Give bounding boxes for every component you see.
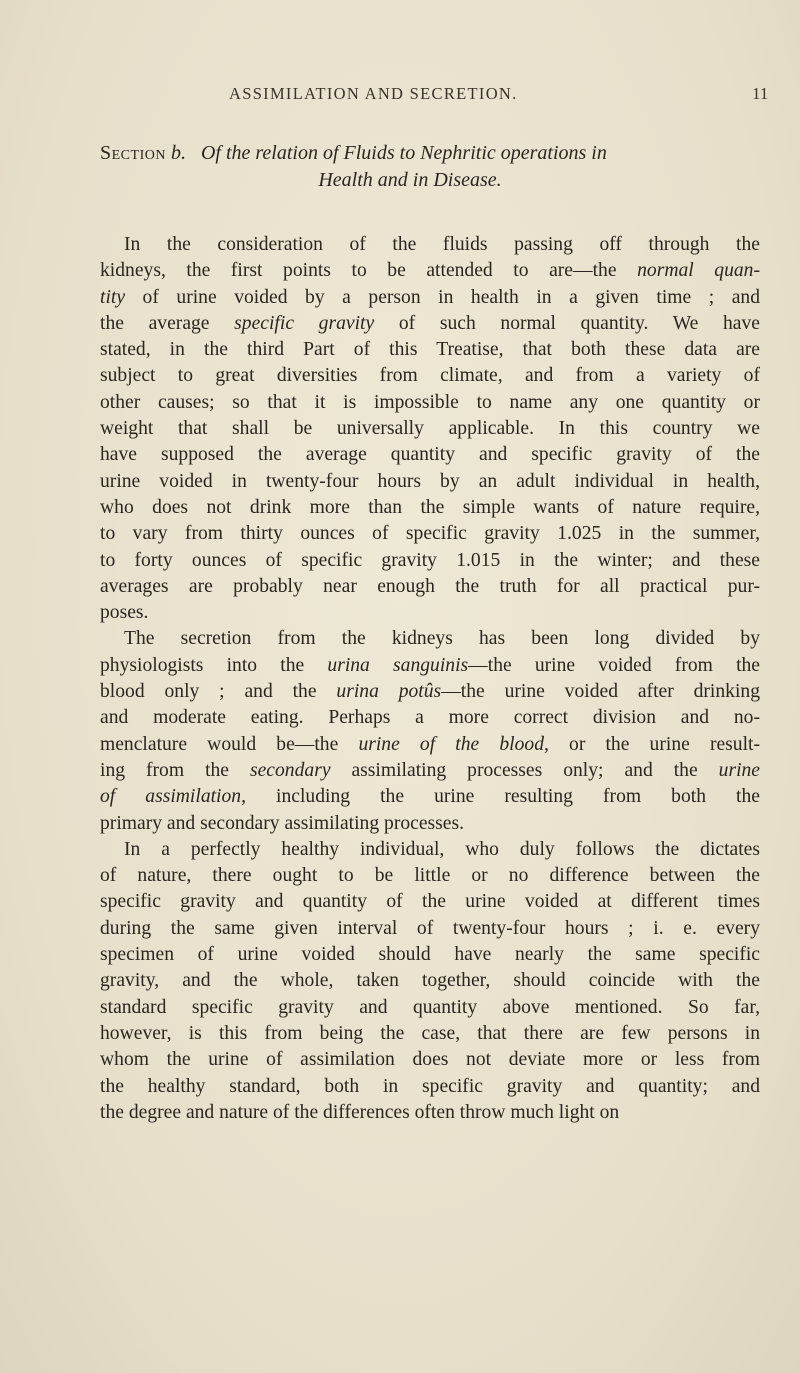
text-segment: blood only ; and the xyxy=(100,681,337,703)
text-line xyxy=(100,1100,760,1126)
running-head xyxy=(0,84,800,108)
section-title-line1: Of the relation of Fluids to Nephritic operations in xyxy=(200,142,607,164)
italic-text: urine of the blood, xyxy=(358,733,549,755)
text-line xyxy=(100,442,760,468)
text-segment: standard specific gravity and quantity above mentioned. So far, xyxy=(100,996,760,1018)
italic-text: secondary xyxy=(249,759,331,781)
text-line xyxy=(100,968,760,994)
text-line xyxy=(100,679,760,705)
text-line xyxy=(100,390,760,416)
text-segment: to forty ounces of specific gravity 1.015 in the winter; and these xyxy=(100,549,760,571)
text-segment: subject to great diversities from climate, and from a variety of xyxy=(100,365,760,387)
text-segment: have supposed the average quantity and specific gravity of the xyxy=(100,444,760,466)
paragraph xyxy=(100,232,760,626)
body-text xyxy=(100,232,760,1126)
text-line xyxy=(100,758,760,784)
text-line xyxy=(100,600,760,626)
text-segment: primary and secondary assimilating processes. xyxy=(100,812,465,834)
text-segment: of urine voided by a person in health in a given time ; and xyxy=(125,286,760,308)
text-segment: of such normal quantity. We have xyxy=(374,312,760,334)
text-segment: averages are probably near enough the truth for all practical pur- xyxy=(100,575,760,597)
text-segment: weight that shall be universally applicable. In this country we xyxy=(100,418,760,440)
text-line xyxy=(100,521,760,547)
text-line xyxy=(100,232,760,258)
text-segment: to vary from thirty ounces of specific gravity 1.025 in the summer, xyxy=(100,523,760,545)
text-segment: assimilating processes only; and the xyxy=(330,759,719,781)
text-segment: whom the urine of assimilation does not deviate more or less from xyxy=(100,1049,760,1071)
text-segment: however, is this from being the case, that there are few persons in xyxy=(100,1022,760,1044)
text-line xyxy=(100,469,760,495)
text-segment: ing from the xyxy=(100,759,250,781)
text-line xyxy=(100,363,760,389)
text-line xyxy=(100,837,760,863)
text-line xyxy=(100,784,760,810)
section-label: Section xyxy=(100,142,166,164)
section-letter: b. xyxy=(170,142,186,164)
text-line xyxy=(100,548,760,574)
text-line xyxy=(100,1047,760,1073)
text-segment: specific gravity and quantity of the urine voided at different times xyxy=(100,891,760,913)
text-segment: and moderate eating. Perhaps a more correct division and no- xyxy=(100,707,760,729)
text-line xyxy=(100,732,760,758)
running-title: ASSIMILATION AND SECRETION. xyxy=(229,84,518,103)
text-line xyxy=(100,495,760,521)
italic-text: urine xyxy=(718,759,760,781)
text-line xyxy=(100,705,760,731)
paragraph xyxy=(100,626,760,836)
text-segment: the degree and nature of the differences often throw much light on xyxy=(100,1101,620,1123)
italic-text: tity xyxy=(100,286,126,308)
section-title-line2: Health and in Disease. xyxy=(318,169,502,191)
text-segment: specimen of urine voided should have nearly the same specific xyxy=(100,944,760,966)
text-segment: In the consideration of the fluids passing off through the xyxy=(124,234,760,255)
text-line xyxy=(100,574,760,600)
text-line xyxy=(100,1074,760,1100)
text-line xyxy=(100,811,760,837)
text-segment: —the urine voided from the xyxy=(468,654,761,676)
text-line xyxy=(100,285,760,311)
text-segment: the healthy standard, both in specific gravity and quantity; and xyxy=(100,1075,760,1097)
text-segment: physiologists into the xyxy=(100,654,328,676)
text-segment: In a perfectly healthy individual, who duly follows the dictates xyxy=(124,838,760,860)
text-line xyxy=(100,942,760,968)
text-segment: the average xyxy=(100,312,235,334)
text-segment: The secretion from the kidneys has been long divided by xyxy=(124,628,760,650)
text-line xyxy=(100,889,760,915)
text-segment: poses. xyxy=(100,602,149,624)
text-line xyxy=(100,863,760,889)
text-line xyxy=(100,258,760,284)
text-segment: or the urine result- xyxy=(548,733,760,755)
text-line xyxy=(100,995,760,1021)
italic-text: normal quan- xyxy=(637,260,760,282)
text-segment: including the urine resulting from both the xyxy=(246,786,760,808)
text-segment: kidneys, the first points to be attended to are—the xyxy=(100,260,638,282)
text-segment: other causes; so that it is impossible to name any one quantity or xyxy=(100,391,760,413)
text-segment: —the urine voided after drinking xyxy=(441,681,760,703)
text-segment: stated, in the third Part of this Treatise, that both these data are xyxy=(100,339,760,361)
page-number: 11 xyxy=(752,84,769,103)
text-segment: gravity, and the whole, taken together, should coincide with the xyxy=(100,970,760,992)
text-line xyxy=(100,416,760,442)
italic-text: specific gravity xyxy=(234,312,375,334)
italic-text: urina potûs xyxy=(336,681,442,703)
text-segment: who does not drink more than the simple wants of nature require, xyxy=(100,496,760,518)
text-line xyxy=(100,653,760,679)
text-segment: during the same given interval of twenty-four hours ; i. e. every xyxy=(100,917,760,939)
text-line xyxy=(100,916,760,942)
italic-text: urina sanguinis xyxy=(327,654,469,676)
italic-text: of assimilation, xyxy=(100,786,246,808)
text-segment: of nature, there ought to be little or no difference between the xyxy=(100,865,760,887)
paragraph xyxy=(100,837,760,1126)
section-heading xyxy=(100,140,760,194)
text-segment: menclature would be—the xyxy=(100,733,359,755)
text-line xyxy=(100,626,760,652)
text-line xyxy=(100,1021,760,1047)
text-segment: urine voided in twenty-four hours by an adult individual in health, xyxy=(100,470,760,492)
text-line xyxy=(100,337,760,363)
text-line xyxy=(100,311,760,337)
